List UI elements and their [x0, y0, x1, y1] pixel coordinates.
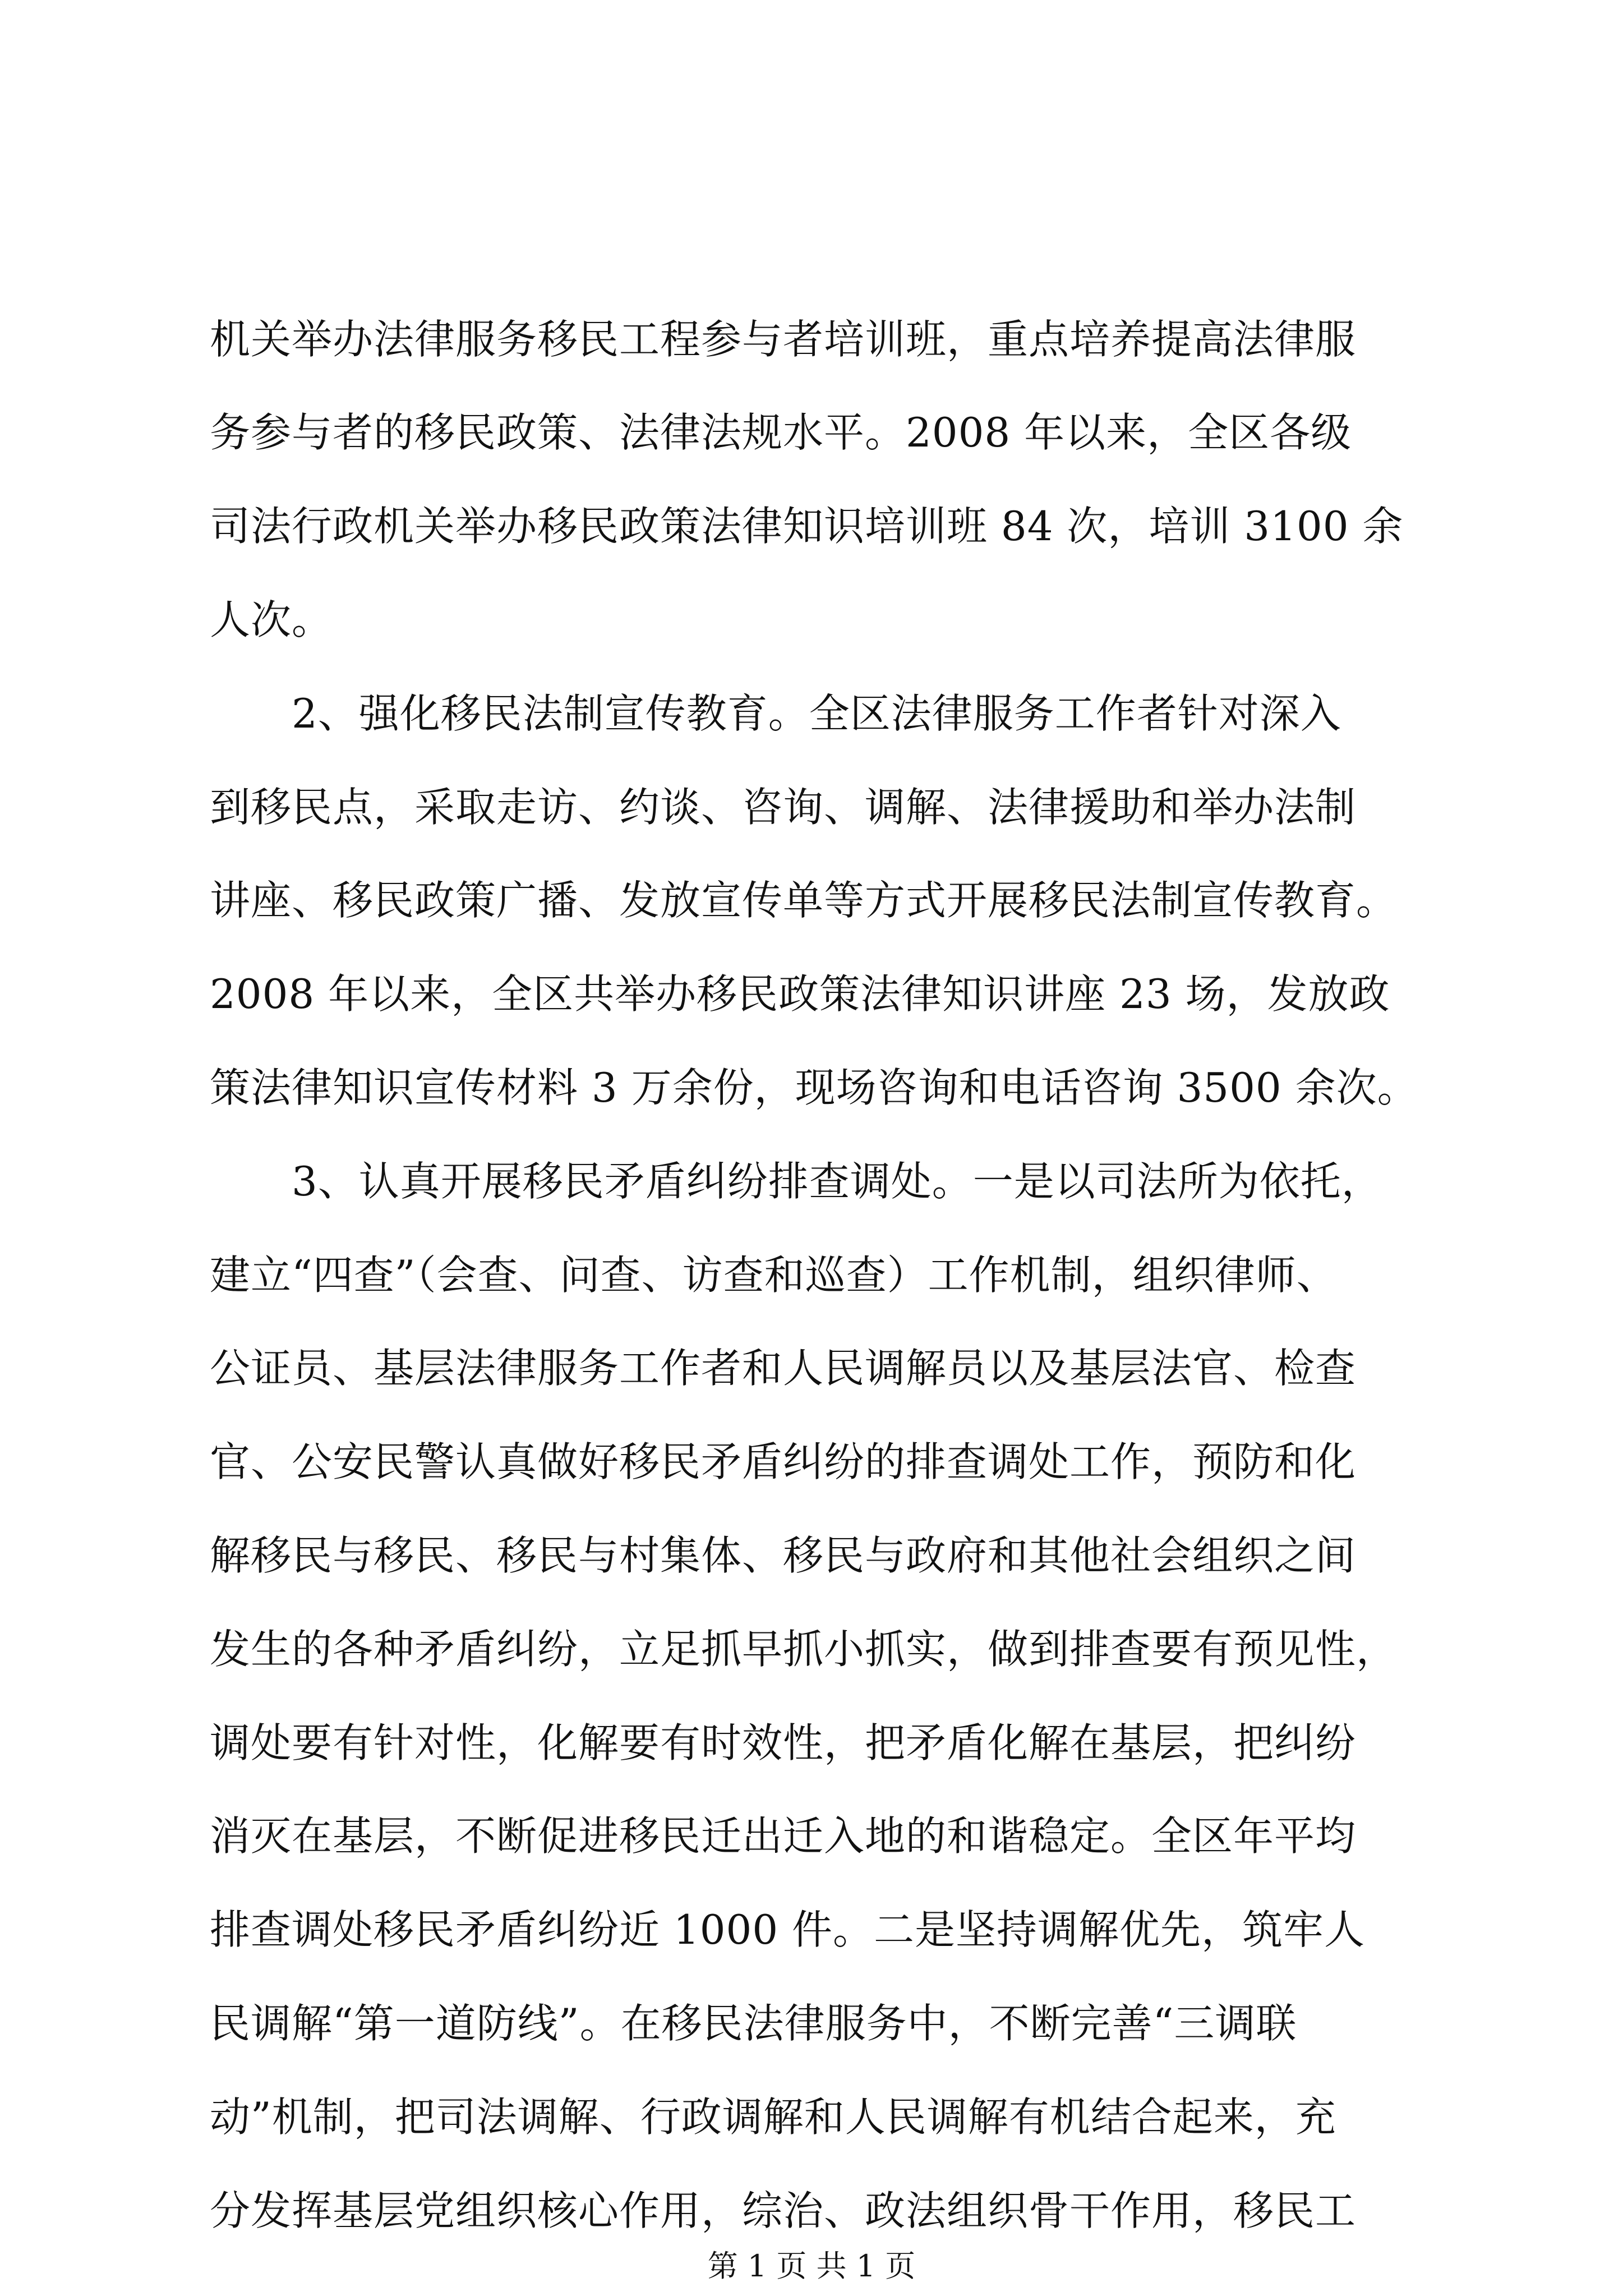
- text-line: 动”机制，把司法调解、行政调解和人民调解有机结合起来，充: [210, 2093, 1336, 2141]
- text-line: 建立“四查”（会查、问查、访查和巡查）工作机制，组织律师、: [210, 1251, 1338, 1299]
- text-line: 务参与者的移民政策、法律法规水平。2008 年以来，全区各级: [210, 409, 1352, 456]
- paragraph-2-start: 2、强化移民法制宣传教育。全区法律服务工作者针对深入: [292, 690, 1341, 737]
- text-line: 到移民点，采取走访、约谈、咨询、调解、法律援助和举办法制: [210, 784, 1357, 831]
- text-line: 机关举办法律服务移民工程参与者培训班，重点培养提高法律服: [210, 316, 1357, 363]
- text-line: 解移民与移民、移民与村集体、移民与政府和其他社会组织之间: [210, 1532, 1357, 1579]
- text-line: 发生的各种矛盾纠纷，立足抓早抓小抓实，做到排查要有预见性，: [210, 1626, 1398, 1673]
- text-line: 司法行政机关举办移民政策法律知识培训班 84 次，培训 3100 余: [210, 503, 1404, 550]
- text-line: 讲座、移民政策广播、发放宣传单等方式开展移民法制宣传教育。: [210, 877, 1398, 924]
- text-line: 消灭在基层，不断促进移民迁出迁入地的和谐稳定。全区年平均: [210, 1812, 1357, 1860]
- text-line: 排查调处移民矛盾纠纷近 1000 件。二是坚持调解优先，筑牢人: [210, 1906, 1366, 1953]
- paragraph-3-start: 3、认真开展移民矛盾纠纷排查调处。一是以司法所为依托，: [292, 1158, 1382, 1205]
- text-line: 官、公安民警认真做好移民矛盾纠纷的排查调处工作，预防和化: [210, 1438, 1357, 1485]
- text-line: 调处要有针对性，化解要有时效性，把矛盾化解在基层，把纠纷: [210, 1719, 1357, 1766]
- page-footer: 第 1 页 共 1 页: [707, 2248, 916, 2284]
- text-line: 人次。: [210, 596, 333, 643]
- text-line: 策法律知识宣传材料 3 万余份，现场咨询和电话咨询 3500 余次。: [210, 1064, 1418, 1111]
- text-line: 2008 年以来，全区共举办移民政策法律知识讲座 23 场，发放政: [210, 970, 1390, 1018]
- text-line: 民调解“第一道防线”。在移民法律服务中，不断完善“三调联: [210, 2000, 1297, 2047]
- text-line: 公证员、基层法律服务工作者和人民调解员以及基层法官、检查: [210, 1345, 1357, 1392]
- text-line: 分发挥基层党组织核心作用，综治、政法组织骨干作用，移民工: [210, 2187, 1357, 2234]
